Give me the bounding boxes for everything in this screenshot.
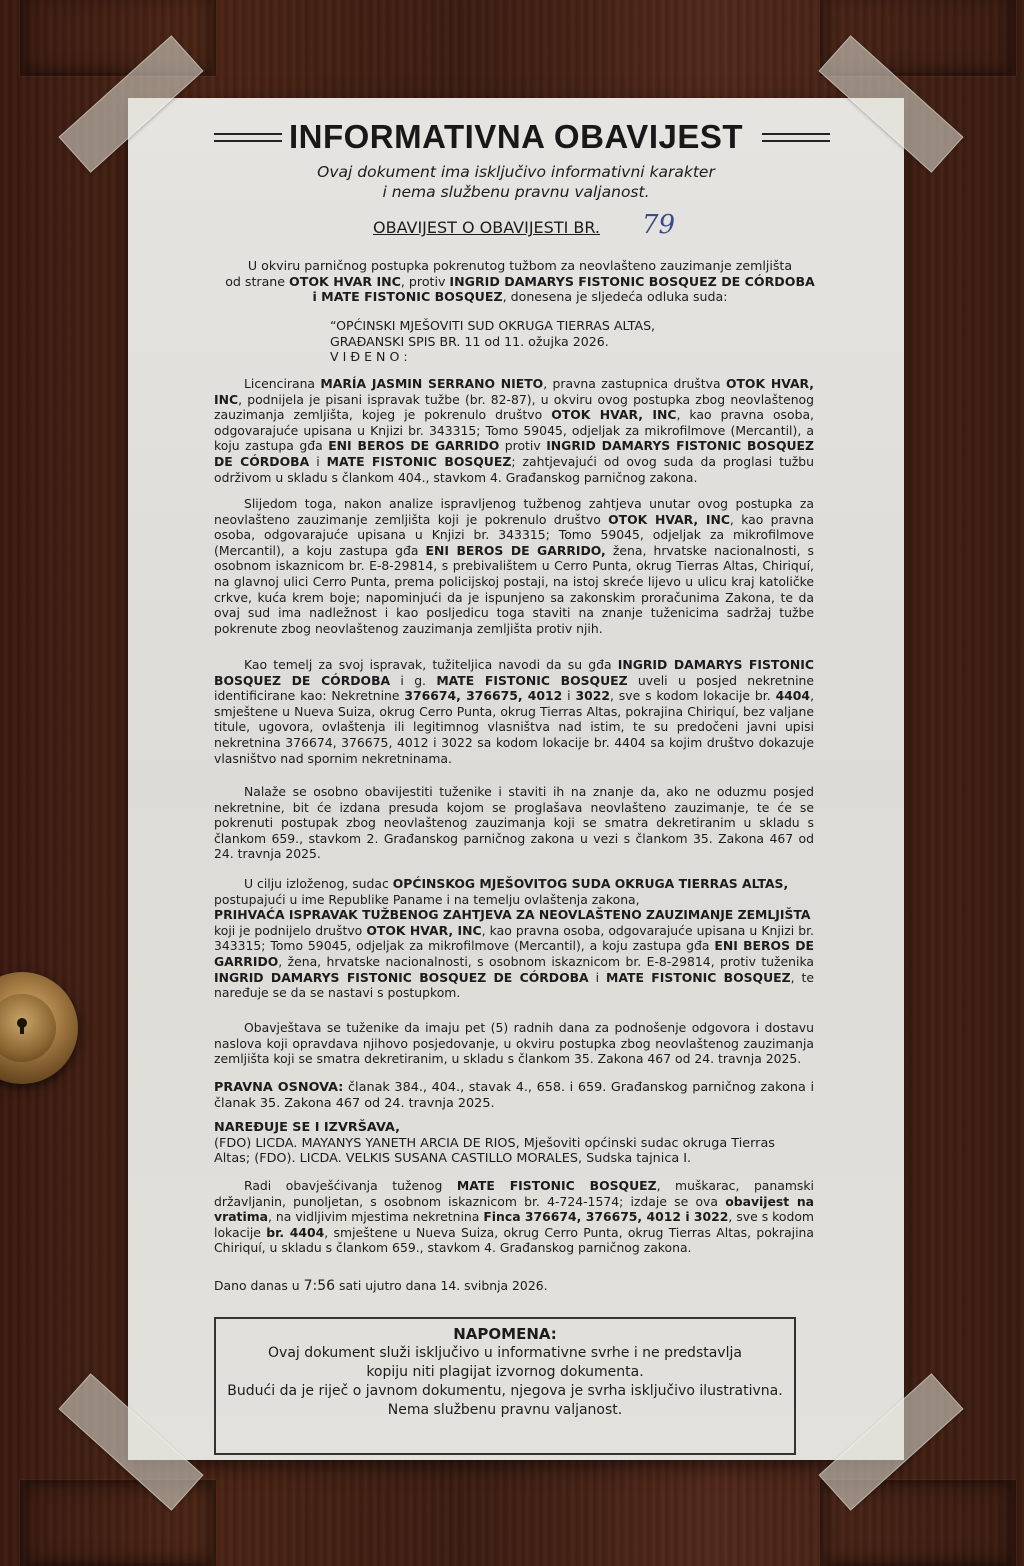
page-title: INFORMATIVNA OBAVIJEST [288, 118, 744, 155]
note-line-4: Nema službenu pravnu valjanost. [387, 1402, 623, 1418]
court-line-2: GRAĐANSKI SPIS BR. 11 od 11. ožujka 2026. [330, 333, 609, 349]
note-line-2: kopiju niti plagijat izvornog dokumenta. [366, 1364, 644, 1380]
court-heading [330, 318, 750, 365]
court-line-3: V I Đ E N O : [330, 349, 408, 365]
note-line-3: Budući da je riječ o javnom dokumentu, njegova je svrha isključivo ilustrativna. [227, 1383, 783, 1399]
paragraph-3: Kao temelj za svoj ispravak, tužiteljica navodi da su gđa INGRID DAMARYS FISTONIC BOSQUEZ DE CÓRDOBA i g. MATE FISTONIC BOSQUEZ uveli u posjed nekretnine identificirane kao: Nekretnine 376674, 376675, 4012 i 3022, sve s kodom lokacije br. 4404, smještene u Nueva Suiza, okrug Cerro Punta, okrug Tierras Altas, pokrajina Chiriquí, bez valjane titule, ugovora, ovlaštenja ili legitimnog vlasništva nad istim, te su predočeni javni upisi nekretnina 376674, 376675, 4012 i 3022 sa kodom lokacije br. 4404 sa kojim društvo dokazuje vlasništvo nad spornim nekretninama. [214, 657, 815, 766]
issued-time: 7:56 [303, 1278, 336, 1294]
keyhole-icon [17, 1018, 27, 1028]
disclaimer-subtitle [128, 162, 904, 202]
paragraph-2: Slijedom toga, nakon analize ispravljenog tužbenog zahtjeva unutar ovog postupka za neovlašteno zauzimanje zemljišta koji je pokrenulo društvo OTOK HVAR, INC, kao pravna osoba, odgovarajuće upisana u Knjizi br. 343315; Tomo 59045, odjeljak za mikrofilmove (Mercantil), a koju zastupa gđa ENI BEROS DE GARRIDO, žena, hrvatske nacionalnosti, s osobnom iskaznicom br. E-8-29814, s prebivalištem u Cerro Punta, okrug Tierras Altas, Chiriquí, na glavnoj ulici Cerro Punta, prema policijskoj postaji, na istoj skreće lijevo u ulicu kraj katoličke crkve, kuća krem boje; napominjući da je ispunjeno sa zakonskim proračunima Zakona, te da ovaj sud ima nadležnost i kao posljedicu toga staviti na znanje tuženicima sadržaj tužbe pokrenute zbog neovlaštenog zauzimanja zemljišta protiv njih. [214, 496, 814, 636]
paragraph-1: Licencirana MARÍA JASMIN SERRANO NIETO, pravna zastupnica društva OTOK HVAR, INC, podnijela je pisani ispravak tužbe (br. 82-87), u okviru ovog postupka zbog neovlaštenog zauzimanja zemljišta, kojeg je pokrenulo društvo OTOK HVAR, INC, kao pravna osoba, odgovarajuće upisana u Knjizi br. 343315; Tomo 59045, odjeljak za mikrofilmove (Mercantil), a koju zastupa gđa ENI BEROS DE GARRIDO protiv INGRID DAMARYS FISTONIC BOSQUEZ DE CÓRDOBA i MATE FISTONIC BOSQUEZ; zahtjevajući od ovog suda da proglasi tužbu održivom u skladu s člankom 404., stavkom 4. Građanskog parničnog zakona. [214, 376, 815, 485]
paragraph-4: Nalaže se osobno obavijestiti tuženike i staviti ih na znanje da, ako ne oduzmu posjed nekretnine, bit će izdana presuda kojom se proglašava neovlašteno zauzimanje, te će se pokrenuti postupak zbog neovlaštenog zauzimanja koji se smatra dekretiranim u skladu s člankom 659., stavkom 2. Građanskog parničnog zakona u vezi s člankom 35. Zakona 467 od 24. travnja 2025. [214, 784, 814, 862]
subtitle-line-2: i nema službenu pravnu valjanost. [382, 183, 650, 201]
intro-paragraph: U okviru parničnog postupka pokrenutog tužbom za neovlašteno zauzimanje zemljišta od strane OTOK HVAR INC, protiv INGRID DAMARYS FISTONIC BOSQUEZ DE CÓRDOBA i MATE FISTONIC BOSQUEZ, donesena je sljedeća odluka suda: [225, 258, 815, 305]
legal-basis: PRAVNA OSNOVA: članak 384., 404., stavak 4., 658. i 659. Građanskog parničnog zakona i članak 35. Zakona 467 od 24. travnja 2025. [214, 1080, 815, 1111]
note-box [214, 1317, 796, 1455]
issued-date: Dano danas u 7:56 sati ujutro dana 14. svibnja 2026. [214, 1278, 548, 1294]
order-section: NAREĐUJE SE I IZVRŠAVA, (FDO) LICDA. MAYANYS YANETH ARCIA DE RIOS, Mješoviti općinski sudac okruga Tierras Altas; (FDO). LICDA. VELKIS SUSANA CASTILLO MORALES, Sudska tajnica I. [214, 1120, 775, 1167]
door-knob[interactable] [0, 972, 78, 1084]
note-line-1: Ovaj dokument služi isključivo u informativne svrhe i ne predstavlja [268, 1345, 742, 1361]
paragraph-7: Radi obavješćivanja tuženog MATE FISTONIC BOSQUEZ, muškarac, panamski državljanin, punoljetan, s osobnom iskaznicom br. 4-724-1574; izdaje se ova obavijest na vratima, na vidljivim mjestima nekretnina Finca 376674, 376675, 4012 i 3022, sve s kodom lokacije br. 4404, smještene u Nueva Suiza, okrug Cerro Punta, okrug Tierras Altas, pokrajina Chiriquí, u skladu s člankom 659., stavkom 4. Građanskog parničnog zakona. [214, 1178, 815, 1256]
subtitle-line-1: Ovaj dokument ima isključivo informativni karakter [317, 163, 715, 181]
door-knob-rosette [0, 994, 56, 1062]
notice-number-label: OBAVIJEST O OBAVIJESTI BR. [373, 218, 601, 237]
paragraph-6: Obavještava se tuženike da imaju pet (5) radnih dana za podnošenje odgovora i dostavu naslova koji opravdava njihovo posjedovanje, u okviru postupka zbog neovlaštenog zauzimanja zemljišta koji se smatra dekretiranim, u skladu s člankom 35. Zakona 467 od 24. travnja 2025. [214, 1020, 814, 1067]
notice-paper [128, 98, 904, 1460]
court-line-1: “OPĆINSKI MJEŠOVITI SUD OKRUGA TIERRAS ALTAS, [330, 318, 656, 333]
note-title: NAPOMENA: [453, 1325, 557, 1343]
paragraph-5: U cilju izloženog, sudac OPĆINSKOG MJEŠOVITOG SUDA OKRUGA TIERRAS ALTAS, postupajući u ime Republike Paname i na temelju ovlaštenja zakona, PRIHVAĆA ISPRAVAK TUŽBENOG ZAHTJEVA ZA NEOVLAŠTENO ZAUZIMANJE ZEMLJIŠTA koji je podnijelo društvo OTOK HVAR, INC, kao pravna osoba, odgovarajuće upisana u Knjizi br. 343315; Tomo 59045, odjeljak za mikrofilmove (Mercantil), a koju zastupa gđa ENI BEROS DE GARRIDO, žena, hrvatske nacionalnosti, s osobnom iskaznicom br. E-8-29814, protiv tuženika INGRID DAMARYS FISTONIC BOSQUEZ DE CÓRDOBA i MATE FISTONIC BOSQUEZ, te naređuje se da se nastavi s postupkom. [214, 876, 814, 1001]
notice-number-handwritten: 79 [642, 210, 676, 240]
